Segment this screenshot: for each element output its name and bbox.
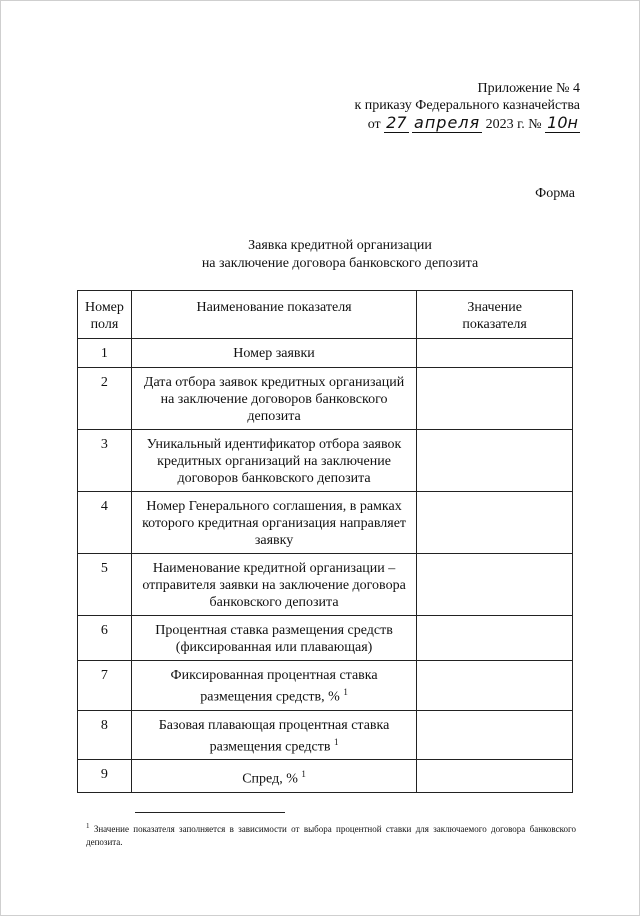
row-number: 5 [78, 554, 132, 616]
row-name-text: Номер заявки [233, 346, 315, 361]
header-name: Наименование показателя [131, 291, 416, 339]
row-number: 6 [78, 616, 132, 661]
table-row [78, 492, 573, 554]
row-value-cell [417, 554, 573, 616]
row-value-cell [417, 710, 573, 760]
row-indicator-name [131, 368, 416, 430]
row-name-text: Наименование кредитной организации – отправителя заявки на заключение договора банковского депозита [142, 561, 406, 610]
row-number: 2 [78, 368, 132, 430]
footnote [86, 820, 576, 849]
footnote-mark: 1 [86, 822, 90, 830]
row-number: 7 [78, 661, 132, 711]
document-title [100, 237, 580, 273]
row-name-text: Спред, % [242, 771, 298, 787]
row-value-cell [417, 430, 573, 492]
date-day-handwritten: 27 [386, 113, 407, 132]
row-value-cell [417, 492, 573, 554]
title-line-1: Заявка кредитной организации [248, 238, 432, 253]
row-indicator-name [131, 760, 416, 793]
row-indicator-name [131, 492, 416, 554]
row-name-text: Номер Генерального соглашения, в рамках которого кредитная организация направляет заявку [142, 499, 407, 548]
row-name-text: Процентная ставка размещения средств (фиксированная или плавающая) [155, 623, 393, 655]
header-value: Значение показателя [417, 291, 573, 339]
appendix-date-line [354, 114, 580, 133]
date-prefix: от [367, 117, 381, 132]
appendix-header [354, 80, 580, 133]
row-number: 8 [78, 710, 132, 760]
row-number: 3 [78, 430, 132, 492]
row-footnote-ref: 1 [343, 687, 348, 697]
table-row [78, 661, 573, 711]
table-row [78, 554, 573, 616]
date-month-handwritten: апреля [414, 113, 481, 132]
row-number: 4 [78, 492, 132, 554]
row-number: 9 [78, 760, 132, 793]
row-footnote-ref: 1 [333, 736, 339, 747]
indicators-table [77, 290, 573, 793]
table-row [78, 760, 573, 793]
row-indicator-name [131, 554, 416, 616]
row-value-cell [417, 661, 573, 711]
table-row [78, 430, 573, 492]
header-number: Номер поля [78, 291, 132, 339]
row-number: 1 [78, 339, 132, 368]
row-name-text: Базовая плавающая процентная ставка размещения средств [158, 717, 390, 755]
row-value-cell [417, 368, 573, 430]
row-value-cell [417, 339, 573, 368]
footnote-rule [135, 812, 285, 813]
row-indicator-name [131, 616, 416, 661]
row-name-text: Уникальный идентификатор отбора заявок кредитных организаций на заключение договоров банковского депозита [146, 437, 402, 486]
row-footnote-ref: 1 [301, 769, 306, 780]
table-row [78, 339, 573, 368]
row-name-text: Фиксированная процентная ставка размещения средств, % [170, 668, 378, 705]
footnote-text: Значение показателя заполняется в зависимости от выбора процентной ставки для заключаемого договора банковского депозита. [86, 824, 577, 847]
row-indicator-name [131, 661, 416, 711]
date-year: 2023 г. № [485, 117, 542, 132]
form-label: Форма [535, 186, 575, 201]
row-indicator-name [131, 430, 416, 492]
title-line-2: на заключение договора банковского депозита [201, 256, 479, 271]
row-indicator-name [131, 710, 416, 760]
table-body [78, 339, 573, 793]
order-number-handwritten: 10н [547, 113, 578, 132]
row-value-cell [417, 616, 573, 661]
row-indicator-name [131, 339, 416, 368]
table-row [78, 368, 573, 430]
appendix-order: к приказу Федерального казначейства [354, 98, 580, 113]
row-value-cell [417, 760, 573, 793]
table-row [78, 710, 573, 760]
appendix-title: Приложение № 4 [477, 81, 580, 96]
table-header-row [78, 291, 573, 339]
table-row [78, 616, 573, 661]
row-name-text: Дата отбора заявок кредитных организаций на заключение договоров банковского депозита [143, 375, 405, 424]
